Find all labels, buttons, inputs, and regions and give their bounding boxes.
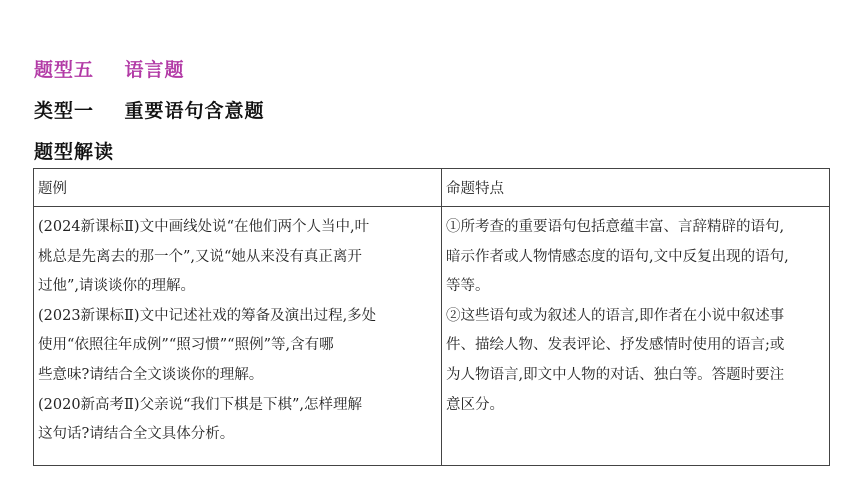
example-line: 过他”,请谈谈你的理解。 <box>38 278 196 295</box>
section-heading: 题型五 语言题 <box>34 59 185 81</box>
examples-cell <box>34 207 442 466</box>
feature-line: 意区分。 <box>446 396 504 413</box>
header-features: 命题特点 <box>442 169 830 207</box>
example-line: 些意味?请结合全文谈谈你的理解。 <box>38 366 264 383</box>
header-examples: 题例 <box>34 169 442 207</box>
example-line: 这句话?请结合全文具体分析。 <box>38 426 235 443</box>
example-line: 桃总是先离去的那一个”,又说“她从来没有真正离开 <box>38 248 362 265</box>
example-line: (2023新课标Ⅱ)文中记述社戏的筹备及演出过程,多处 <box>38 307 377 324</box>
example-line: (2024新课标Ⅱ)文中画线处说“在他们两个人当中,叶 <box>38 219 370 235</box>
type-heading: 类型一 重要语句含意题 <box>34 100 265 122</box>
feature-line: ②这些语句或为叙述人的语言,即作者在小说中叙述事 <box>446 307 785 324</box>
features-cell <box>442 207 830 466</box>
example-line: (2020新高考Ⅱ)父亲说“我们下棋是下棋”,怎样理解 <box>38 396 363 413</box>
feature-line: 为人物语言,即文中人物的对话、独白等。答题时要注 <box>446 366 785 383</box>
feature-line: 等等。 <box>446 278 490 295</box>
feature-line: 件、描绘人物、发表评论、抒发感情时使用的语言;或 <box>446 337 785 354</box>
table-header-row <box>34 169 830 207</box>
feature-line: 暗示作者或人物情感态度的语句,文中反复出现的语句, <box>446 248 789 265</box>
table-row <box>34 207 830 466</box>
feature-line: ①所考查的重要语句包括意蕴丰富、言辞精辟的语句, <box>446 219 785 235</box>
example-line: 使用“依照往年成例”“照习惯”“照例”等,含有哪 <box>38 337 334 354</box>
question-table <box>33 168 830 466</box>
reading-heading: 题型解读 <box>34 141 115 163</box>
